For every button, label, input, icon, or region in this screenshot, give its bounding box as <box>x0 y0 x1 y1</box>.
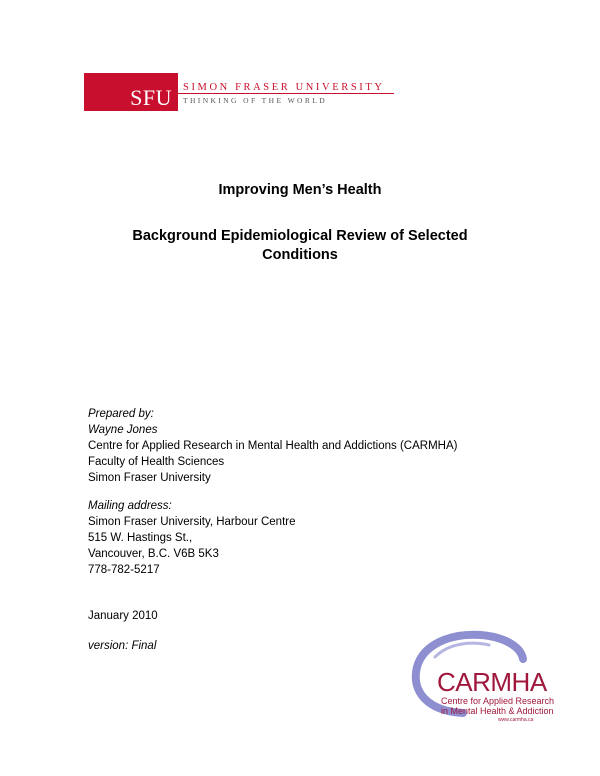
phone-number: 778-782-5217 <box>88 564 160 576</box>
address-line-2: 515 W. Hastings St., <box>88 532 193 544</box>
author-faculty: Faculty of Health Sciences <box>88 456 225 468</box>
carmha-line-2: in Mental Health & Addiction <box>441 706 554 716</box>
mailing-address-block <box>88 498 296 578</box>
prepared-by-label: Prepared by: <box>88 408 154 420</box>
subtitle-line-2: Conditions <box>262 247 338 263</box>
sfu-logo-box <box>84 73 178 111</box>
address-line-1: Simon Fraser University, Harbour Centre <box>88 516 296 528</box>
address-line-3: Vancouver, B.C. V6B 5K3 <box>88 548 219 560</box>
document-date: January 2010 <box>88 610 158 622</box>
author-name: Wayne Jones <box>88 424 158 436</box>
document-subtitle <box>0 227 600 265</box>
carmha-url: www.carmha.ca <box>498 717 534 723</box>
author-centre: Centre for Applied Research in Mental Health and Addictions (CARMHA) <box>88 440 458 452</box>
carmha-logo <box>405 627 555 727</box>
mailing-address-label: Mailing address: <box>88 500 172 512</box>
sfu-logo <box>84 73 394 111</box>
carmha-name: CARMHA <box>437 667 547 697</box>
prepared-by-block <box>88 406 457 486</box>
document-title: Improving Men’s Health <box>218 182 382 198</box>
sfu-tagline: THINKING OF THE WORLD <box>183 96 328 105</box>
subtitle-line-1: Background Epidemiological Review of Selected <box>132 228 468 244</box>
document-version: version: Final <box>88 640 157 652</box>
author-university: Simon Fraser University <box>88 472 211 484</box>
sfu-university-name: SIMON FRASER UNIVERSITY <box>183 82 385 93</box>
carmha-line-1: Centre for Applied Research <box>441 696 555 706</box>
sfu-abbrev: SFU <box>130 85 172 110</box>
